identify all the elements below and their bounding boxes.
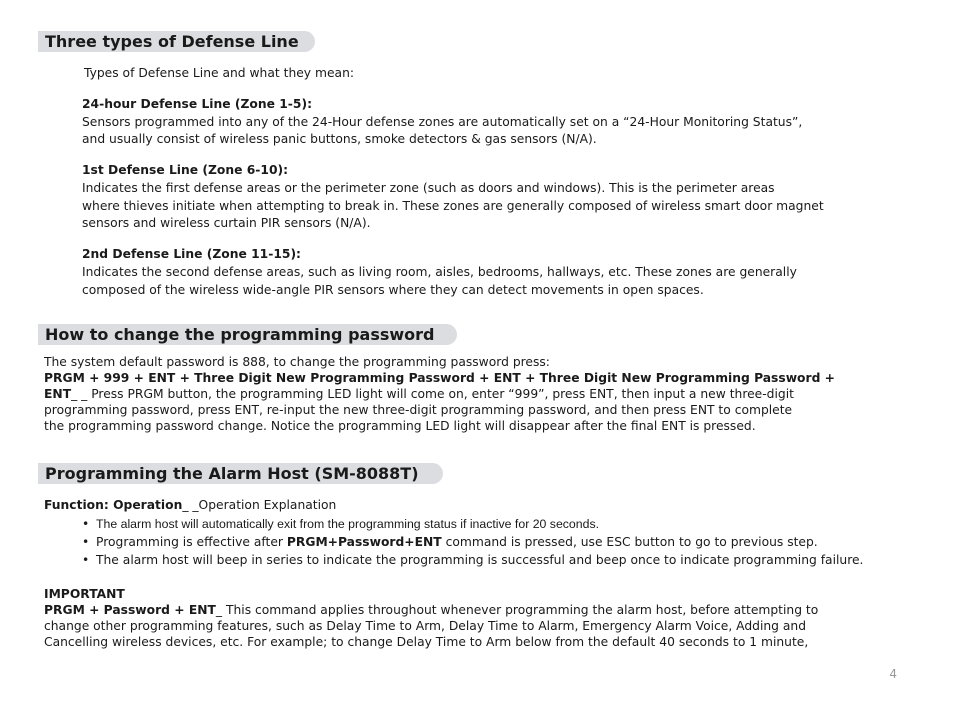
password-ent-label: ENT: [44, 387, 72, 401]
zone-1st-line: sensors and wireless curtain PIR sensors (N/A).: [82, 216, 371, 230]
list-item-text: The alarm host will automatically exit from the programming status if inactive for 20 seconds.: [96, 517, 600, 531]
list-item: [82, 515, 863, 533]
list-item-text: Programming is effective after: [96, 535, 287, 549]
bullet-icon: •: [82, 535, 90, 549]
list-item-command: PRGM+Password+ENT: [286, 535, 442, 549]
section-heading-defense-line: Three types of Defense Line: [38, 31, 315, 52]
password-intro: The system default password is 888, to change the programming password press:: [44, 355, 550, 369]
bullet-icon: •: [82, 553, 90, 567]
important-command: PRGM + Password + ENT: [44, 603, 216, 617]
zone-1st-line: Indicates the first defense areas or the perimeter zone (such as doors and windows). This is the perimeter areas: [82, 181, 775, 195]
important-line: change other programming features, such as Delay Time to Arm, Delay Time to Alarm, Emergency Alarm Voice, Adding and: [44, 619, 807, 633]
password-line: programming password, press ENT, re-input the new three-digit programming password, and then press ENT to complete: [44, 403, 793, 417]
bullet-icon: •: [82, 517, 90, 531]
section-heading-password: How to change the programming password: [38, 324, 457, 345]
important-label: IMPORTANT: [44, 587, 125, 601]
programming-notes-list: [82, 515, 863, 569]
function-label: Function: Operation: [44, 498, 183, 512]
zone-2nd-line: Indicates the second defense areas, such as living room, aisles, bedrooms, hallways, etc. These zones are generally: [82, 265, 797, 279]
function-line: [44, 497, 336, 515]
list-item: [82, 551, 863, 569]
function-explanation: _ _Operation Explanation: [182, 498, 337, 512]
list-item: [82, 533, 863, 551]
defense-intro: Types of Defense Line and what they mean:: [84, 66, 355, 80]
password-line: [44, 386, 794, 404]
important-line: Cancelling wireless devices, etc. For example; to change Delay Time to Arm below from the default 40 seconds to 1 minute,: [44, 635, 809, 649]
password-line-rest: _ _ Press PRGM button, the programming LED light will come on, enter “999”, press ENT, then input a new three-digit: [71, 387, 794, 401]
zone-1st-line: where thieves initiate when attempting to break in. These zones are generally composed of wireless smart door magnet: [82, 199, 824, 213]
important-line: [44, 602, 818, 620]
page-number: 4: [889, 667, 897, 681]
zone-24h-line: and usually consist of wireless panic buttons, smoke detectors & gas sensors (N/A).: [82, 132, 597, 146]
section-heading-alarm-host: Programming the Alarm Host (SM-8088T): [38, 463, 443, 484]
zone-2nd-title: 2nd Defense Line (Zone 11-15):: [82, 247, 301, 261]
zone-24h-line: Sensors programmed into any of the 24-Hour defense zones are automatically set on a “24-Hour Monitoring Status”,: [82, 115, 803, 129]
list-item-text: The alarm host will beep in series to indicate the programming is successful and beep once to indicate programming failure.: [96, 553, 864, 567]
list-item-text: command is pressed, use ESC button to go to previous step.: [441, 535, 818, 549]
zone-1st-title: 1st Defense Line (Zone 6-10):: [82, 163, 289, 177]
zone-2nd-line: composed of the wireless wide-angle PIR sensors where they can detect movements in open spaces.: [82, 283, 704, 297]
password-line: the programming password change. Notice the programming LED light will disappear after the final ENT is pressed.: [44, 419, 756, 433]
zone-24h-title: 24-hour Defense Line (Zone 1-5):: [82, 97, 312, 111]
password-command: PRGM + 999 + ENT + Three Digit New Programming Password + ENT + Three Digit New Programming Password +: [44, 371, 835, 385]
important-rest: _ This command applies throughout whenever programming the alarm host, before attempting to: [215, 603, 819, 617]
